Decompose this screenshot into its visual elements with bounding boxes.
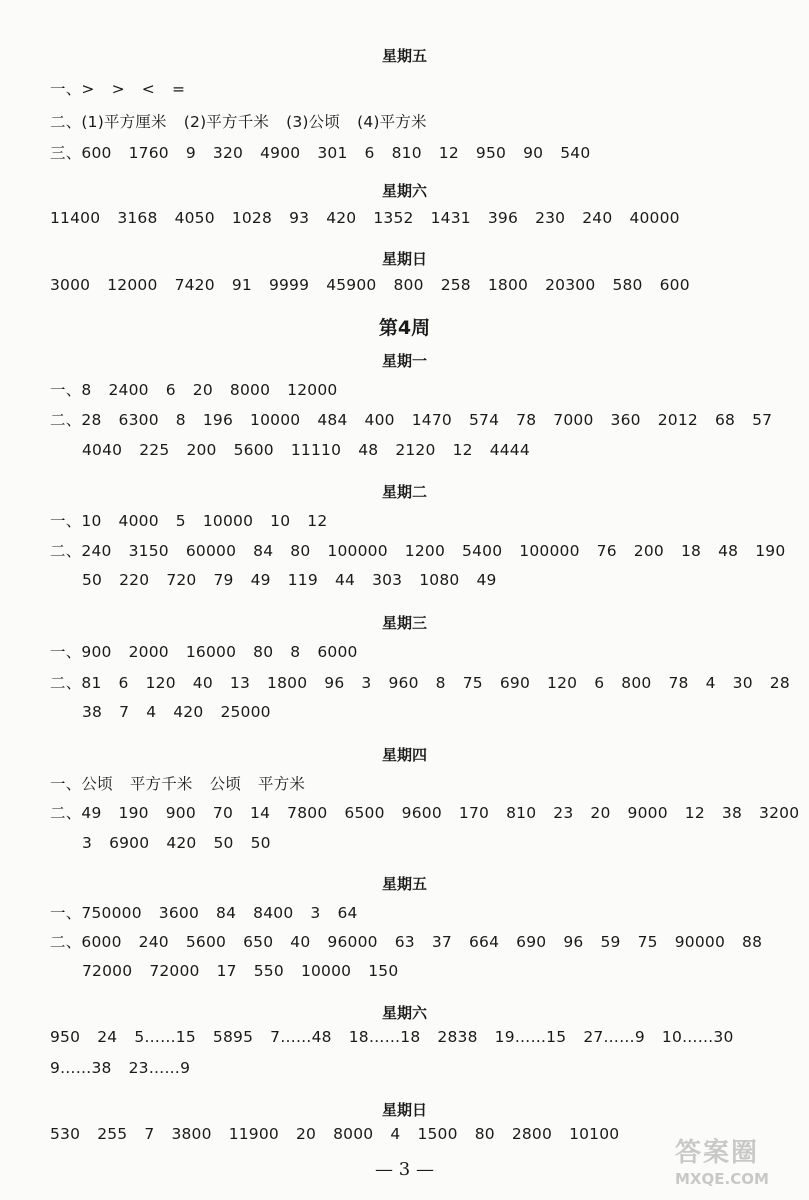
answer-value: 23……9: [128, 1059, 191, 1077]
answer-value: 10000: [250, 411, 301, 429]
answer-value: 20: [296, 1125, 317, 1143]
answer-value: 9: [185, 144, 196, 162]
answer-line: [50, 901, 790, 923]
answer-line: [50, 209, 790, 227]
answer-value: 11900: [228, 1125, 279, 1143]
answer-value: 11400: [50, 209, 101, 227]
answer-value: 3150: [128, 542, 169, 560]
answer-value: 600: [659, 276, 690, 294]
answer-items: [82, 962, 415, 980]
answer-value: 150: [368, 962, 399, 980]
answer-value: 12: [307, 512, 328, 530]
answer-value: 240: [138, 933, 169, 951]
question-number: 二、: [50, 674, 82, 692]
answer-value: >: [111, 80, 125, 98]
answer-value: 12: [438, 144, 459, 162]
answer-value: 9……38: [50, 1059, 112, 1077]
answer-items: [50, 1028, 751, 1046]
answer-value: 230: [535, 209, 566, 227]
answer-value: 4: [390, 1125, 401, 1143]
answer-value: 810: [506, 804, 537, 822]
question-number: 一、: [50, 381, 82, 399]
answer-value: 90000: [674, 933, 726, 951]
answer-value: (4)平方米: [357, 113, 427, 131]
answer-items: [81, 144, 607, 162]
answer-line: [50, 772, 790, 794]
answer-value: 6: [118, 674, 129, 692]
answer-value: 950: [50, 1028, 81, 1046]
answer-items: [82, 441, 547, 459]
answer-value: 600: [81, 144, 112, 162]
answer-items: [81, 411, 789, 429]
answer-value: (1)平方厘米: [81, 113, 167, 131]
answer-value: 200: [633, 542, 664, 560]
answer-value: 37: [431, 933, 452, 951]
answer-value: 720: [166, 571, 197, 589]
answer-value: 550: [253, 962, 284, 980]
answer-value: 664: [468, 933, 500, 951]
answer-value: 20: [590, 804, 611, 822]
answer-value: 530: [50, 1125, 81, 1143]
answer-value: 75: [637, 933, 658, 951]
answer-value: 10000: [202, 512, 254, 530]
answer-value: 13: [229, 674, 251, 692]
watermark-text-bottom: MXQE.COM: [675, 1170, 769, 1188]
answer-value: 70: [212, 804, 234, 822]
answer-value: 72000: [82, 962, 133, 980]
answer-value: 28: [81, 411, 102, 429]
page-number: — 3 —: [375, 1159, 434, 1180]
answer-value: 5400: [462, 542, 503, 560]
day-heading: 星期二: [381, 483, 427, 501]
answer-line: [50, 378, 790, 400]
answer-value: 12000: [107, 276, 158, 294]
question-number: 一、: [50, 775, 82, 793]
answer-value: 平方千米: [129, 775, 193, 793]
answer-line: [82, 834, 809, 852]
answer-value: >: [81, 80, 95, 98]
answer-value: 3168: [117, 209, 158, 227]
answer-value: 2838: [437, 1028, 478, 1046]
answer-value: 12: [452, 441, 473, 459]
answer-value: 80: [474, 1125, 495, 1143]
answer-value: 7000: [553, 411, 594, 429]
answer-value: (2)平方千米: [183, 113, 270, 131]
answer-items: [50, 1125, 636, 1143]
answer-value: 10……30: [661, 1028, 734, 1046]
answer-value: 28: [769, 674, 790, 692]
answer-value: 23: [553, 804, 574, 822]
day-heading: 星期五: [381, 47, 427, 65]
answer-value: 2400: [108, 381, 149, 399]
answer-value: 27……9: [583, 1028, 645, 1046]
answer-value: 10000: [300, 962, 352, 980]
day-heading: 星期三: [381, 614, 427, 632]
answer-value: 40: [192, 674, 213, 692]
answer-value: 93: [289, 209, 310, 227]
answer-value: 40000: [629, 209, 680, 227]
answer-line: [50, 801, 800, 823]
answer-value: 7800: [287, 804, 328, 822]
answer-value: 420: [166, 834, 197, 852]
day-heading: 星期六: [381, 1004, 427, 1022]
answer-line: [50, 276, 790, 294]
answer-line: [50, 640, 790, 662]
answer-value: 38: [721, 804, 743, 822]
answer-line: [50, 930, 790, 952]
answer-value: 240: [81, 542, 112, 560]
answer-value: 170: [458, 804, 490, 822]
answer-line: [50, 509, 790, 531]
answer-value: 120: [145, 674, 176, 692]
answer-value: 80: [290, 542, 311, 560]
answer-value: 10: [81, 512, 102, 530]
question-number: 二、: [50, 113, 82, 131]
answer-value: 8: [175, 411, 186, 429]
answer-value: 44: [334, 571, 356, 589]
answer-items: [81, 804, 809, 822]
answer-value: 30: [732, 674, 753, 692]
answer-value: 25000: [220, 703, 271, 721]
answer-line: [82, 441, 809, 459]
answer-value: 960: [388, 674, 419, 692]
answer-value: 810: [391, 144, 422, 162]
answer-value: 24: [97, 1028, 118, 1046]
answer-value: 9600: [401, 804, 442, 822]
answer-value: 4: [146, 703, 157, 721]
answer-value: 96: [324, 674, 345, 692]
answer-value: 20300: [545, 276, 596, 294]
answer-value: 平方米: [258, 775, 306, 793]
question-number: 二、: [50, 804, 82, 822]
answer-value: 64: [337, 904, 358, 922]
answer-value: 80: [253, 643, 274, 661]
answer-value: 484: [317, 411, 348, 429]
answer-value: 68: [714, 411, 736, 429]
answer-items: [81, 512, 344, 530]
answer-value: 6300: [118, 411, 159, 429]
answer-value: 12: [684, 804, 705, 822]
answer-value: 79: [213, 571, 234, 589]
answer-value: 7……48: [270, 1028, 332, 1046]
answer-value: 50: [213, 834, 234, 852]
answer-line: [50, 141, 790, 163]
answer-items: [81, 904, 374, 922]
answer-items: [81, 643, 374, 661]
answer-value: 7: [119, 703, 130, 721]
day-heading: 星期一: [381, 352, 427, 370]
answer-value: 11110: [290, 441, 342, 459]
answer-value: 650: [243, 933, 274, 951]
answer-value: 1800: [267, 674, 308, 692]
answer-items: [81, 542, 802, 560]
answer-value: 7: [144, 1125, 155, 1143]
answer-value: 1500: [417, 1125, 458, 1143]
day-heading: 星期日: [381, 250, 427, 268]
answer-value: 公顷: [209, 775, 242, 793]
answer-value: 公顷: [81, 775, 113, 793]
answer-value: 396: [487, 209, 519, 227]
answer-value: 48: [718, 542, 739, 560]
answer-value: <: [141, 80, 155, 98]
answer-line: [50, 671, 790, 693]
answer-value: 800: [621, 674, 652, 692]
answer-value: 3: [82, 834, 93, 852]
answer-value: 57: [752, 411, 773, 429]
answer-value: 16000: [185, 643, 237, 661]
answer-value: 574: [468, 411, 500, 429]
answer-value: 5: [175, 512, 186, 530]
answer-value: 100000: [327, 542, 388, 560]
answer-value: 200: [186, 441, 217, 459]
answer-value: 690: [499, 674, 531, 692]
answer-value: 5600: [185, 933, 227, 951]
answer-value: 900: [81, 643, 112, 661]
answer-value: 6900: [109, 834, 150, 852]
answer-value: 225: [139, 441, 170, 459]
answer-items: [81, 381, 354, 399]
answer-value: 1760: [128, 144, 169, 162]
answer-value: 320: [212, 144, 244, 162]
answer-value: 10100: [569, 1125, 620, 1143]
day-heading: 星期五: [381, 875, 427, 893]
answer-value: 17: [216, 962, 237, 980]
answer-value: 540: [560, 144, 591, 162]
answer-value: 49: [250, 571, 271, 589]
answer-value: 4444: [489, 441, 530, 459]
week-heading: 第4周: [378, 317, 431, 339]
answer-value: 3: [361, 674, 372, 692]
answer-value: 7420: [174, 276, 215, 294]
answer-items: [82, 703, 288, 721]
answer-line: [50, 77, 790, 99]
answer-items: [50, 1059, 207, 1077]
answer-value: 84: [253, 542, 274, 560]
question-number: 三、: [50, 144, 82, 162]
answer-value: 220: [119, 571, 150, 589]
answer-line: [50, 539, 790, 561]
watermark-text-top: 答案圈: [675, 1138, 760, 1168]
answer-value: 1200: [404, 542, 446, 560]
answer-value: 196: [202, 411, 234, 429]
answer-value: 50: [82, 571, 103, 589]
answer-value: 10: [270, 512, 291, 530]
answer-value: 420: [173, 703, 204, 721]
answer-line: [82, 571, 809, 589]
answer-value: 258: [440, 276, 471, 294]
answer-value: 59: [600, 933, 621, 951]
answer-items: [82, 571, 514, 589]
answer-items: [81, 775, 322, 793]
answer-line: [50, 1028, 790, 1046]
answer-value: 580: [612, 276, 643, 294]
answer-value: 8400: [253, 904, 294, 922]
answer-value: 1470: [411, 411, 452, 429]
answer-value: 9999: [268, 276, 310, 294]
answer-line: [82, 703, 809, 721]
answer-value: 119: [287, 571, 318, 589]
answer-value: 301: [317, 144, 348, 162]
answer-line: [50, 110, 790, 132]
answer-value: 2012: [657, 411, 698, 429]
answer-value: 900: [165, 804, 196, 822]
answer-value: 750000: [81, 904, 142, 922]
answer-value: 75: [462, 674, 483, 692]
answer-value: 6: [165, 381, 176, 399]
answer-value: 4900: [260, 144, 301, 162]
answer-value: 5……15: [134, 1028, 196, 1046]
answer-line: [82, 962, 809, 980]
answer-value: 240: [582, 209, 613, 227]
answer-value: 1080: [419, 571, 460, 589]
answer-value: 9000: [627, 804, 668, 822]
answer-value: 49: [81, 804, 102, 822]
answer-value: 18……18: [348, 1028, 421, 1046]
answer-value: 14: [250, 804, 271, 822]
answer-value: 90: [523, 144, 544, 162]
answer-value: 84: [216, 904, 237, 922]
question-number: 一、: [50, 80, 82, 98]
answer-value: 3600: [158, 904, 200, 922]
answer-value: 303: [372, 571, 403, 589]
answer-value: 6: [594, 674, 605, 692]
answer-items: [81, 933, 779, 951]
answer-value: 2000: [128, 643, 169, 661]
answer-line: [50, 408, 790, 430]
answer-value: 6: [364, 144, 375, 162]
answer-value: 1028: [231, 209, 273, 227]
answer-value: 6000: [81, 933, 122, 951]
answer-value: 8000: [229, 381, 271, 399]
watermark-logo: [669, 1132, 797, 1194]
answer-value: 255: [97, 1125, 128, 1143]
answer-value: 4000: [118, 512, 159, 530]
answer-value: 19……15: [494, 1028, 567, 1046]
answer-items: [50, 209, 697, 227]
answer-value: 3000: [50, 276, 91, 294]
answer-value: 6500: [344, 804, 385, 822]
answer-value: 360: [610, 411, 641, 429]
answer-value: 49: [476, 571, 497, 589]
answer-value: 5600: [233, 441, 274, 459]
answer-value: 38: [82, 703, 103, 721]
answer-value: 400: [364, 411, 395, 429]
question-number: 二、: [50, 411, 82, 429]
answer-value: 8: [435, 674, 446, 692]
answer-value: 420: [326, 209, 357, 227]
question-number: 一、: [50, 512, 82, 530]
answer-value: 96: [563, 933, 584, 951]
answer-value: 100000: [519, 542, 580, 560]
answer-value: 40: [290, 933, 311, 951]
answer-value: 4: [705, 674, 716, 692]
answer-value: 690: [516, 933, 547, 951]
answer-value: 96000: [327, 933, 378, 951]
answer-value: 78: [516, 411, 537, 429]
answer-line: [50, 1059, 790, 1077]
answer-value: 8: [290, 643, 301, 661]
answer-value: 88: [742, 933, 763, 951]
answer-value: 50: [250, 834, 271, 852]
answer-value: 60000: [185, 542, 237, 560]
answer-value: 3: [310, 904, 321, 922]
answer-value: 12000: [287, 381, 338, 399]
answer-value: (3)公顷: [286, 113, 341, 131]
answer-value: 1800: [487, 276, 529, 294]
answer-value: 1352: [373, 209, 414, 227]
answer-value: 18: [680, 542, 702, 560]
answer-value: 4040: [82, 441, 123, 459]
answer-value: 48: [358, 441, 379, 459]
answer-items: [81, 80, 202, 98]
question-number: 一、: [50, 904, 82, 922]
answer-value: 72000: [149, 962, 200, 980]
answer-value: 78: [668, 674, 689, 692]
answer-value: 3200: [759, 804, 800, 822]
answer-value: 190: [755, 542, 786, 560]
answer-value: 2800: [511, 1125, 553, 1143]
answer-value: 1431: [430, 209, 471, 227]
answer-value: =: [171, 80, 186, 98]
question-number: 二、: [50, 933, 82, 951]
answer-value: 5895: [212, 1028, 254, 1046]
answer-items: [82, 834, 288, 852]
answer-value: 3800: [171, 1125, 212, 1143]
answer-value: 950: [475, 144, 507, 162]
answer-value: 76: [596, 542, 617, 560]
answer-value: 45900: [326, 276, 377, 294]
day-heading: 星期六: [381, 182, 427, 200]
answer-items: [81, 113, 443, 131]
answer-value: 81: [81, 674, 102, 692]
answer-items: [50, 276, 707, 294]
day-heading: 星期四: [381, 746, 427, 764]
answer-value: 8000: [333, 1125, 374, 1143]
answer-items: [81, 674, 807, 692]
answer-value: 4050: [174, 209, 215, 227]
answer-value: 120: [547, 674, 578, 692]
answer-value: 6000: [317, 643, 358, 661]
answer-value: 2120: [395, 441, 436, 459]
answer-value: 20: [192, 381, 213, 399]
question-number: 二、: [50, 542, 82, 560]
answer-value: 8: [81, 381, 92, 399]
answer-value: 800: [393, 276, 424, 294]
answer-value: 190: [118, 804, 149, 822]
answer-value: 91: [231, 276, 252, 294]
answer-value: 63: [394, 933, 415, 951]
question-number: 一、: [50, 643, 82, 661]
day-heading: 星期日: [381, 1101, 427, 1119]
